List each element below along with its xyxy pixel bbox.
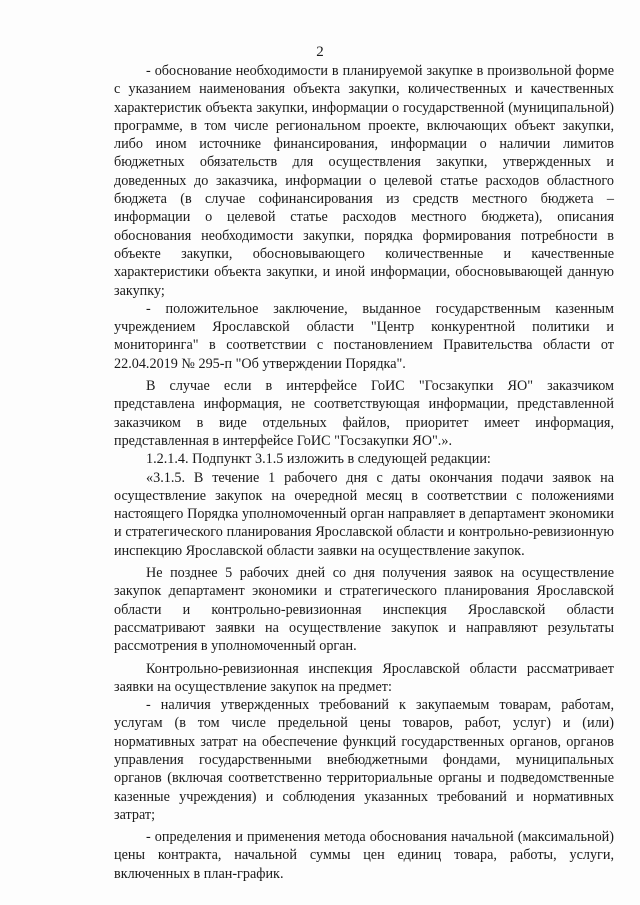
paragraph-inspection-scope: Контрольно-ревизионная инспекция Ярославской области рассматривает заявки на осуществление закупок на предмет: [114, 660, 614, 695]
paragraph-requirements-check: - наличия утвержденных требований к закупаемым товарам, работам, услугам (в том числе предельной цены товаров, работ, услуг) и (или) нормативных затрат на обеспечение функций государственных органов, органов управления государственными внебюджетными фондами, муниципальных органов (включая соответственно территориальные органы и подведомственные казенные учреждения) и соблюдения указанных требований и нормативных затрат; [114, 697, 614, 823]
paragraph-priority-rule: В случае если в интерфейсе ГоИС "Госзакупки ЯО" заказчиком представлена информация, не соответствующая информации, представленной заказчиком в виде отдельных файлов, приоритет имеет информация, представленная в интерфейсе ГоИС "Госзакупки ЯО".». [114, 378, 614, 449]
page-number: 2 [316, 44, 324, 60]
paragraph-subclause-heading: 1.2.1.4. Подпункт 3.1.5 изложить в следующей редакции: [146, 451, 491, 468]
paragraph-clause-3-1-5: «3.1.5. В течение 1 рабочего дня с даты окончания подачи заявок на осуществление закупок на очередной месяц в соответствии с положениями настоящего Порядка уполномоченный орган направляет в департамент экономики и стратегического планирования Ярославской области и контрольно-ревизионную инспекцию Ярославской области заявки на осуществление закупок. [114, 469, 614, 559]
paragraph-justification: - обоснование необходимости в планируемой закупке в произвольной форме с указанием наименования объекта закупки, количественных и качественных характеристик объекта закупки, информации о государственной (муниципальной) программе, в том числе региональном проекте, включающих объект закупки, либо ином источнике финансирования, информации о наличии лимитов бюджетных обязательств для осуществления закупки, утвержденных и доведенных до заказчика, информации о целевой статье расходов областного бюджета (в случае софинансирования из средств местного бюджета – информации о целевой статье расходов местного бюджета), описания обоснования необходимости закупки, порядка формирования потребности в объекте закупки, обосновывающего количественные и качественные характеристики объекта закупки, и иной информации, обосновывающей данную закупку; [114, 63, 614, 299]
paragraph-positive-conclusion: - положительное заключение, выданное государственным казенным учреждением Ярославской области "Центр конкурентной политики и мониторинга" в соответствии с постановлением Правительства области от 22.04.2019 № 295-п "Об утверждении Порядка". [114, 300, 614, 372]
paragraph-review-deadline: Не позднее 5 рабочих дней со дня получения заявок на осуществление закупок департамент экономики и стратегического планирования Ярославской области и контрольно-ревизионная инспекция Ярославской области рассматривают заявки на осуществление закупок и направляют результаты рассмотрения в уполномоченный орган. [114, 565, 614, 655]
paragraph-price-method: - определения и применения метода обоснования начальной (максимальной) цены контракта, начальной суммы цен единиц товара, работы, услуги, включенных в план-график. [114, 829, 614, 882]
document-body [114, 62, 614, 883]
